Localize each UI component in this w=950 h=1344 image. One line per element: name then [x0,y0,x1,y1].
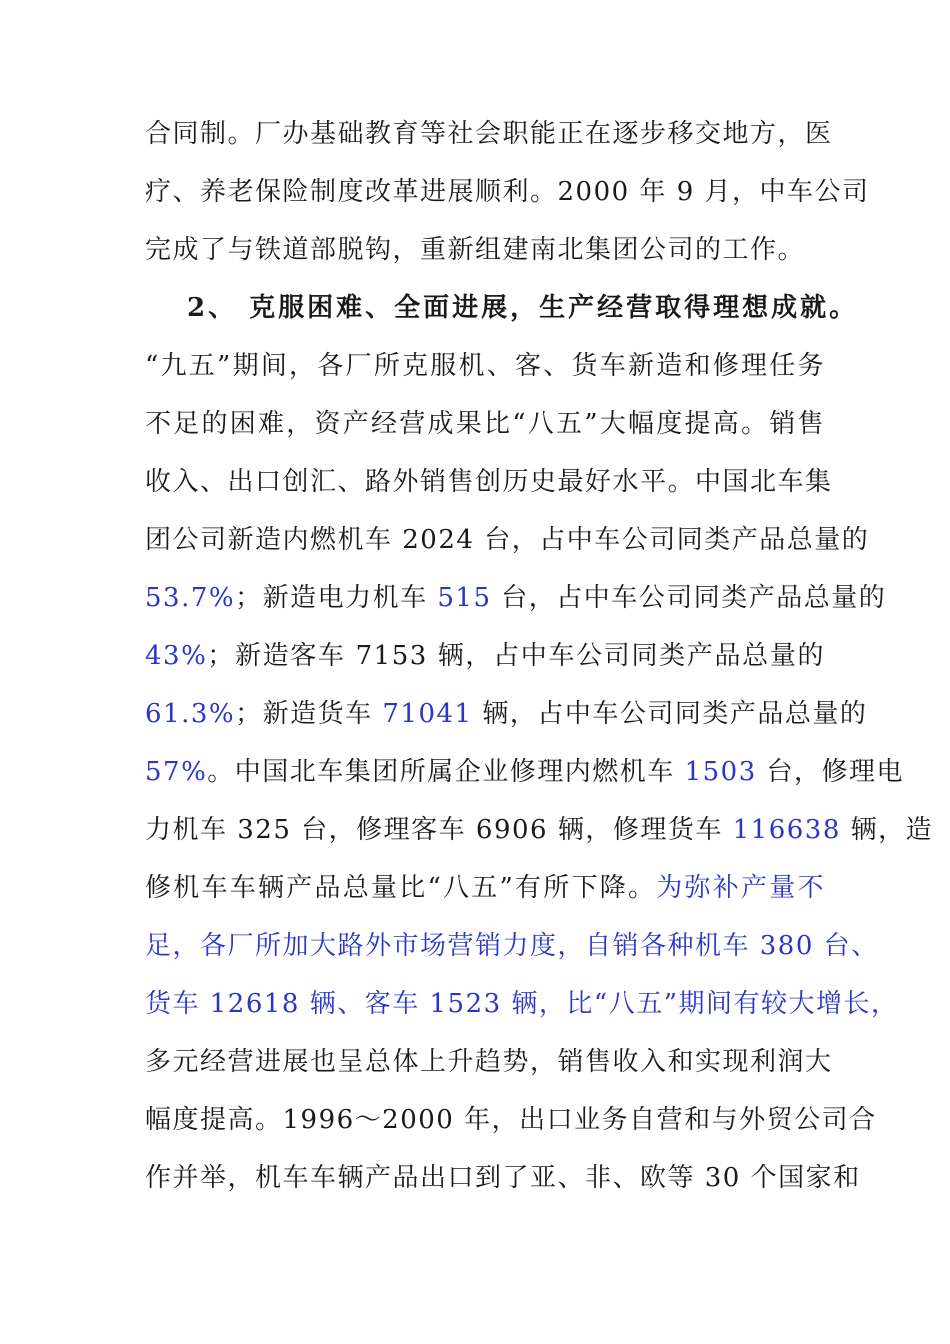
highlighted-text: 61.3% [145,699,236,729]
text-segment: ；新造客车 7153 辆，占中车公司同类产品总量的 [207,641,825,671]
paragraph-line [145,174,870,210]
highlighted-text: 515 [437,583,492,613]
highlighted-text: 1503 [684,757,757,787]
paragraph-line [145,1160,861,1196]
paragraph-line [145,464,833,500]
paragraph-line [145,928,879,964]
text-segment: 幅度提高。1996～2000 年，出口业务自营和与外贸公司合 [145,1105,877,1135]
highlighted-text: 71041 [382,699,473,729]
paragraph-line [145,116,833,152]
text-segment: 2、 克服困难、全面进展，生产经营取得理想成就。 [187,293,859,323]
highlighted-text: 货车 12618 辆、客车 1523 辆，比“八五”期间有较大增长， [145,989,899,1019]
highlighted-text: 足，各厂所加大路外市场营销力度，自销各种机车 380 台、 [145,931,879,961]
text-segment: 。中国北车集团所属企业修理内燃机车 [207,757,685,787]
text-segment: 台，占中车公司同类产品总量的 [491,583,887,613]
text-segment: “九五”期间，各厂所克服机、客、货车新造和修理任务 [145,351,825,381]
paragraph-line [145,232,825,268]
paragraph-line [145,696,868,732]
paragraph-line [145,522,870,558]
text-segment: 完成了与铁道部脱钩，重新组建南北集团公司的工作。 [145,235,806,265]
text-segment: 力机车 325 台，修理客车 6906 辆，修理货车 [145,815,733,845]
text-segment: 合同制。厂办基础教育等社会职能正在逐步移交地方，医 [145,119,833,149]
highlighted-text: 53.7% [145,583,236,613]
paragraph-line [145,406,825,442]
paragraph-line [145,812,934,848]
text-segment: 辆，占中车公司同类产品总量的 [472,699,868,729]
text-segment: 作并举，机车车辆产品出口到了亚、非、欧等 30 个国家和 [145,1163,861,1193]
text-segment: 辆，造 [840,815,934,845]
paragraph-line [145,754,904,790]
text-segment: 不足的困难，资产经营成果比“八五”大幅度提高。销售 [145,409,825,439]
text-segment: 疗、养老保险制度改革进展顺利。2000 年 9 月，中车公司 [145,177,870,207]
text-segment: ；新造电力机车 [235,583,438,613]
highlighted-text: 43% [145,641,208,671]
text-segment: 多元经营进展也呈总体上升趋势，销售收入和实现利润大 [145,1047,833,1077]
paragraph-line [145,580,887,616]
paragraph-line [145,638,825,674]
text-segment: 修机车车辆产品总量比“八五”有所下降。 [145,873,657,903]
paragraph-line [145,1102,877,1138]
text-segment: 台，修理电 [756,757,904,787]
text-segment: 收入、出口创汇、路外销售创历史最好水平。中国北车集 [145,467,833,497]
paragraph-line [145,348,825,384]
text-segment: ；新造货车 [235,699,383,729]
highlighted-text: 为弥补产量不 [656,873,825,903]
text-segment: 团公司新造内燃机车 2024 台，占中车公司同类产品总量的 [145,525,870,555]
paragraph-line [145,986,899,1022]
section-heading [187,290,859,326]
paragraph-line [145,1044,833,1080]
highlighted-text: 57% [145,757,208,787]
paragraph-line [145,870,825,906]
highlighted-text: 116638 [732,815,841,845]
